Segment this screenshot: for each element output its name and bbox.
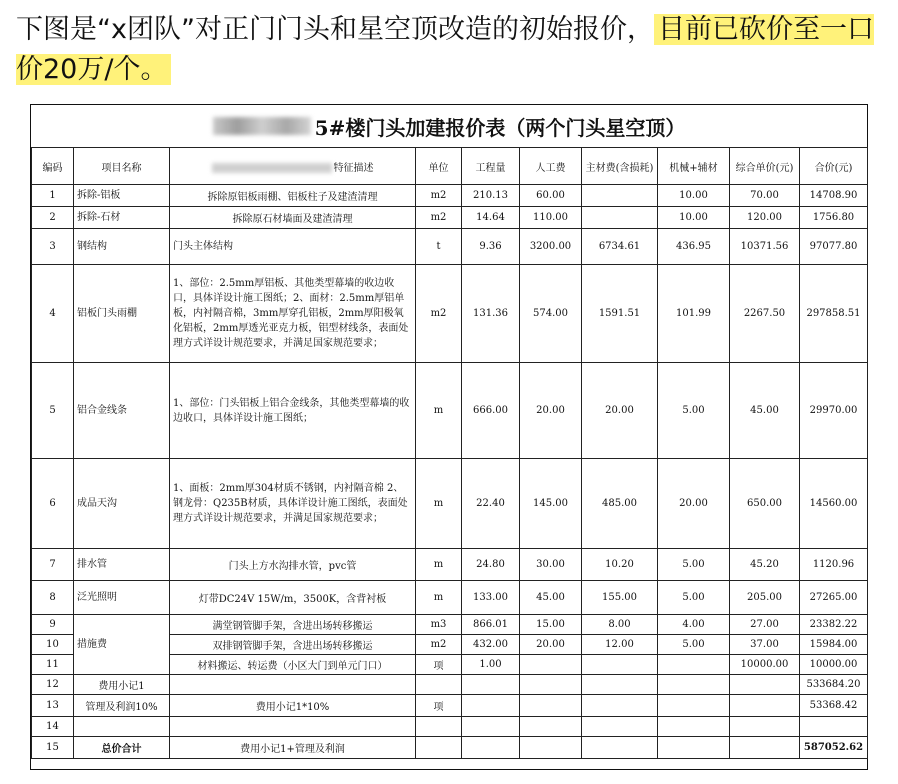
cell-material — [582, 737, 658, 759]
cell-qty — [462, 737, 520, 759]
cell-labor — [520, 737, 582, 759]
cell-no: 12 — [32, 675, 74, 695]
header-unit-price: 综合单价(元) — [730, 148, 800, 185]
cell-labor — [520, 717, 582, 737]
cell-material: 1591.51 — [582, 265, 658, 363]
table-row — [32, 185, 868, 207]
cell-desc — [170, 675, 416, 695]
cell-name: 费用小记1 — [74, 675, 170, 695]
table-header-row — [32, 148, 868, 185]
cell-no: 7 — [32, 549, 74, 581]
cell-total: 23382.22 — [800, 615, 868, 635]
cell-labor: 60.00 — [520, 185, 582, 207]
cell-qty: 9.36 — [462, 229, 520, 265]
cell-name: 拆除-石材 — [74, 207, 170, 229]
cell-labor — [520, 675, 582, 695]
cell-unit: 项 — [416, 695, 462, 717]
cell-unit-price: 45.20 — [730, 549, 800, 581]
cell-total: 15984.00 — [800, 635, 868, 655]
table-row — [32, 549, 868, 581]
cell-machine — [658, 737, 730, 759]
cell-no: 5 — [32, 363, 74, 459]
cell-labor: 15.00 — [520, 615, 582, 635]
table-row — [32, 615, 868, 635]
cell-no: 3 — [32, 229, 74, 265]
cell-material: 6734.61 — [582, 229, 658, 265]
cell-total: 1756.80 — [800, 207, 868, 229]
cell-unit: m3 — [416, 615, 462, 635]
cell-unit: m — [416, 363, 462, 459]
table-row — [32, 675, 868, 695]
cell-material: 20.00 — [582, 363, 658, 459]
redacted-project-name — [213, 117, 311, 135]
cell-unit-price: 120.00 — [730, 207, 800, 229]
cell-no: 14 — [32, 717, 74, 737]
cell-total: 53368.42 — [800, 695, 868, 717]
cell-labor: 20.00 — [520, 635, 582, 655]
table-row — [32, 695, 868, 717]
cell-material — [582, 185, 658, 207]
cell-no: 13 — [32, 695, 74, 717]
cell-unit-price: 10371.56 — [730, 229, 800, 265]
cell-desc: 门头主体结构 — [170, 229, 416, 265]
cell-material — [582, 717, 658, 737]
cell-unit: 项 — [416, 655, 462, 675]
redacted-header-part — [212, 163, 332, 173]
cell-qty — [462, 717, 520, 737]
caption-highlight: 目前已砍价至一口价20万/个。 — [16, 14, 874, 85]
cell-unit — [416, 737, 462, 759]
cell-labor: 45.00 — [520, 581, 582, 615]
table-row — [32, 581, 868, 615]
cell-material — [582, 655, 658, 675]
cell-labor: 3200.00 — [520, 229, 582, 265]
cell-qty: 133.00 — [462, 581, 520, 615]
table-row — [32, 207, 868, 229]
cell-desc: 门头上方水沟排水管，pvc管 — [170, 549, 416, 581]
cell-name: 钢结构 — [74, 229, 170, 265]
cell-qty: 131.36 — [462, 265, 520, 363]
header-name: 项目名称 — [74, 148, 170, 185]
cell-unit: m2 — [416, 265, 462, 363]
cell-qty — [462, 675, 520, 695]
cell-machine: 20.00 — [658, 459, 730, 549]
cell-total — [800, 717, 868, 737]
cell-labor: 574.00 — [520, 265, 582, 363]
cell-no: 9 — [32, 615, 74, 635]
cell-desc: 1、部位：2.5mm厚铝板、其他类型幕墙的收边收口，具体详设计施工图纸；2、面材：2.5mm厚铝单板，内衬隔音棉，3mm厚穿孔铝板，2mm厚阳极氧化铝板，2mm厚透光亚克力板，铝型材线条，表面处理方式详设计规范要求，并满足国家规范要求； — [170, 265, 416, 363]
cell-no: 6 — [32, 459, 74, 549]
cell-unit: m — [416, 549, 462, 581]
cell-machine — [658, 695, 730, 717]
cell-desc: 费用小记1+管理及利润 — [170, 737, 416, 759]
cell-name — [74, 717, 170, 737]
cell-qty: 210.13 — [462, 185, 520, 207]
caption-plain: 下图是“x团队”对正门门头和星空顶改造的初始报价， — [16, 14, 654, 45]
table-row — [32, 737, 868, 759]
cell-labor — [520, 655, 582, 675]
header-unit: 单位 — [416, 148, 462, 185]
cell-desc: 1、面板：2mm厚304材质不锈钢，内衬隔音棉 2、钢龙骨：Q235B材质，具体详设计施工图纸，表面处理方式详设计规范要求，并满足国家规范要求； — [170, 459, 416, 549]
cell-unit — [416, 675, 462, 695]
cell-no: 11 — [32, 655, 74, 675]
cell-labor: 30.00 — [520, 549, 582, 581]
cell-qty — [462, 695, 520, 717]
header-total: 合价(元) — [800, 148, 868, 185]
cell-machine: 5.00 — [658, 363, 730, 459]
cell-total: 14708.90 — [800, 185, 868, 207]
cell-labor: 20.00 — [520, 363, 582, 459]
cell-qty: 666.00 — [462, 363, 520, 459]
cell-name: 拆除-铝板 — [74, 185, 170, 207]
cell-name: 总价合计 — [74, 737, 170, 759]
cell-total: 1120.96 — [800, 549, 868, 581]
header-qty: 工程量 — [462, 148, 520, 185]
cell-qty: 432.00 — [462, 635, 520, 655]
cell-machine: 5.00 — [658, 581, 730, 615]
cell-no: 2 — [32, 207, 74, 229]
cell-labor — [520, 695, 582, 717]
header-no: 编码 — [32, 148, 74, 185]
cell-material: 155.00 — [582, 581, 658, 615]
header-labor: 人工费 — [520, 148, 582, 185]
cell-no: 8 — [32, 581, 74, 615]
cell-name: 铝板门头雨棚 — [74, 265, 170, 363]
cell-unit: m — [416, 459, 462, 549]
cell-total: 29970.00 — [800, 363, 868, 459]
header-material: 主材费(含损耗) — [582, 148, 658, 185]
cell-labor: 110.00 — [520, 207, 582, 229]
cell-desc — [170, 717, 416, 737]
cell-name: 泛光照明 — [74, 581, 170, 615]
cell-machine — [658, 675, 730, 695]
cell-material — [582, 675, 658, 695]
table-row — [32, 229, 868, 265]
cell-unit: m2 — [416, 635, 462, 655]
header-desc: 特征描述 — [170, 148, 416, 185]
cell-unit: m — [416, 581, 462, 615]
cell-total: 97077.80 — [800, 229, 868, 265]
table-row — [32, 717, 868, 737]
cell-machine: 10.00 — [658, 207, 730, 229]
cell-machine: 5.00 — [658, 549, 730, 581]
cell-name: 措施费 — [74, 615, 170, 675]
cell-desc: 满堂钢管脚手架，含进出场转移搬运 — [170, 615, 416, 635]
cell-unit: t — [416, 229, 462, 265]
cell-no: 10 — [32, 635, 74, 655]
cell-name: 排水管 — [74, 549, 170, 581]
cell-unit-price: 650.00 — [730, 459, 800, 549]
cell-desc: 双排钢管脚手架，含进出场转移搬运 — [170, 635, 416, 655]
cell-unit: m2 — [416, 185, 462, 207]
cell-desc: 材料搬运、转运费（小区大门到单元门口） — [170, 655, 416, 675]
cell-total: 10000.00 — [800, 655, 868, 675]
cell-qty: 14.64 — [462, 207, 520, 229]
cell-material: 485.00 — [582, 459, 658, 549]
cell-no: 1 — [32, 185, 74, 207]
cell-unit-price: 10000.00 — [730, 655, 800, 675]
cell-desc: 拆除原铝板雨棚、铝板柱子及建渣清理 — [170, 185, 416, 207]
caption-text — [16, 10, 886, 90]
table-title — [31, 105, 867, 148]
quote-document — [30, 104, 868, 770]
cell-name: 铝合金线条 — [74, 363, 170, 459]
cell-material: 8.00 — [582, 615, 658, 635]
cell-total: 587052.62 — [800, 737, 868, 759]
cell-material — [582, 207, 658, 229]
cell-total: 14560.00 — [800, 459, 868, 549]
cell-unit-price: 2267.50 — [730, 265, 800, 363]
cell-desc: 拆除原石材墙面及建渣清理 — [170, 207, 416, 229]
cell-unit-price: 27.00 — [730, 615, 800, 635]
cell-machine — [658, 655, 730, 675]
cell-name: 成品天沟 — [74, 459, 170, 549]
cell-unit-price: 205.00 — [730, 581, 800, 615]
cell-unit-price — [730, 675, 800, 695]
cell-machine: 4.00 — [658, 615, 730, 635]
table-row — [32, 459, 868, 549]
cell-unit — [416, 717, 462, 737]
cell-machine: 10.00 — [658, 185, 730, 207]
cell-total: 533684.20 — [800, 675, 868, 695]
cell-unit-price: 37.00 — [730, 635, 800, 655]
cell-qty: 22.40 — [462, 459, 520, 549]
cell-material: 12.00 — [582, 635, 658, 655]
table-title-text: 5#楼门头加建报价表（两个门头星空顶） — [314, 115, 686, 140]
cell-desc: 费用小记1*10% — [170, 695, 416, 717]
cell-unit: m2 — [416, 207, 462, 229]
cell-total: 27265.00 — [800, 581, 868, 615]
cell-total: 297858.51 — [800, 265, 868, 363]
table-row — [32, 265, 868, 363]
cell-qty: 1.00 — [462, 655, 520, 675]
cell-machine: 5.00 — [658, 635, 730, 655]
cell-unit-price — [730, 737, 800, 759]
cell-desc: 灯带DC24V 15W/m，3500K，含背衬板 — [170, 581, 416, 615]
cell-qty: 24.80 — [462, 549, 520, 581]
cell-material — [582, 695, 658, 717]
cell-desc: 1、部位：门头铝板上铝合金线条，其他类型幕墙的收边收口，具体详设计施工图纸； — [170, 363, 416, 459]
cell-no: 15 — [32, 737, 74, 759]
cell-unit-price: 45.00 — [730, 363, 800, 459]
cell-material: 10.20 — [582, 549, 658, 581]
table-row — [32, 363, 868, 459]
cell-labor: 145.00 — [520, 459, 582, 549]
header-machine: 机械+辅材 — [658, 148, 730, 185]
quote-table — [31, 147, 868, 759]
cell-machine — [658, 717, 730, 737]
cell-machine: 101.99 — [658, 265, 730, 363]
cell-machine: 436.95 — [658, 229, 730, 265]
cell-qty: 866.01 — [462, 615, 520, 635]
cell-name: 管理及利润10% — [74, 695, 170, 717]
cell-unit-price — [730, 717, 800, 737]
cell-unit-price — [730, 695, 800, 717]
cell-unit-price: 70.00 — [730, 185, 800, 207]
cell-no: 4 — [32, 265, 74, 363]
